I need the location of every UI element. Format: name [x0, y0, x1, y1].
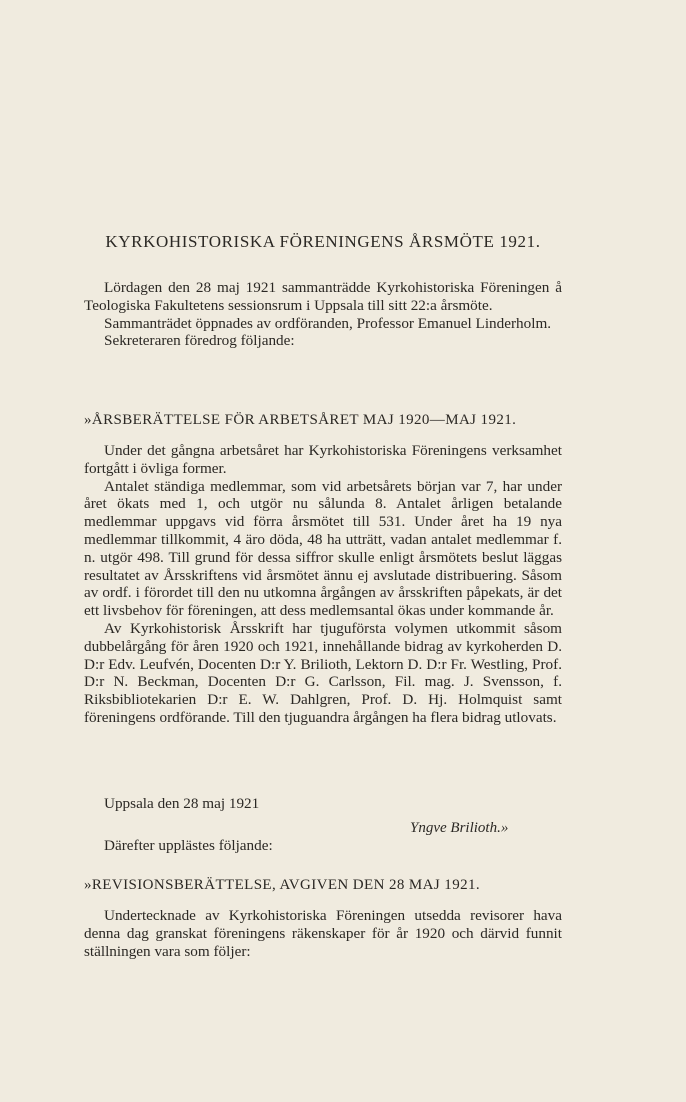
intro-paragraph-2: Sammanträdet öppnades av ordföranden, Professor Emanuel Linderholm.: [104, 314, 552, 332]
intro-section: [84, 279, 562, 350]
report-paragraph-3: Av Kyrkohistorisk Årsskrift har tjuguförsta volymen utkommit såsom dubbelårgång för åren 1920 och 1921, innehållande bidrag av kyrkoherden D. D:r Edv. Leufvén, Docenten D:r Y. Brilioth, Lektorn D. D:r Fr. Westling, Prof. D:r N. Beckman, Docenten D:r G. Carlsson, Fil. mag. J. Svensson, f. Riksbibliotekarien D:r E. W. Dahlgren, Prof. D. Hj. Holmquist samt föreningens ordförande. Till den tjuguandra årgången ha flera bidrag utlovats.: [84, 619, 562, 726]
audit-section: [84, 907, 562, 960]
report-paragraph-2: Antalet ständiga medlemmar, som vid arbetsårets början var 7, har under året ökats med 1, och utgör nu sålunda 8. Antalet årligen betalande medlemmar uppgavs vid förra årsmötet till 531. Under året ha 19 nya medlemmar tillkommit, 4 äro döda, 48 ha utträtt, vadan antalet medlemmar f. n. utgör 498. Till grund för dessa siffror skulle enligt årsmötets beslut läggas resultatet av Årsskriftens vid årsmötet ännu ej avslutade distribuering. Såsom av ordf. i förordet till den nu utkomna årgången av årsskriften påpekats, är det ett livsbehov för föreningen, att dess medlemsantal ökas under kommande år.: [84, 477, 562, 620]
report-heading: »ÅRSBERÄTTELSE FÖR ARBETSÅRET MAJ 1920—MAJ 1921.: [84, 412, 517, 428]
report-section: [84, 442, 562, 727]
audit-heading-wrap: [84, 877, 562, 894]
intro-paragraph-3: Sekreteraren föredrog följande:: [104, 332, 295, 350]
place-date: Uppsala den 28 maj 1921: [104, 795, 260, 812]
after-text: Därefter upplästes följande:: [104, 837, 273, 854]
report-paragraph-1: Under det gångna arbetsåret har Kyrkohistoriska Föreningens verksamhet fortgått i övliga former.: [84, 442, 562, 477]
report-heading-wrap: [84, 412, 562, 429]
signature: Yngve Brilioth.»: [410, 820, 509, 836]
intro-paragraph-1: Lördagen den 28 maj 1921 sammanträdde Kyrkohistoriska Föreningen å Teologiska Fakultetens sessionsrum i Uppsala till sitt 22:a årsmöte.: [84, 279, 562, 314]
after-wrap: [84, 837, 562, 855]
audit-heading: »REVISIONSBERÄTTELSE, AVGIVEN DEN 28 MAJ 1921.: [84, 877, 481, 893]
place-date-wrap: [84, 795, 562, 813]
audit-paragraph: Undertecknade av Kyrkohistoriska Föreningen utsedda revisorer hava denna dag granskat föreningens räkenskaper för år 1920 och därvid funnit ställningen vara som följer:: [84, 907, 562, 960]
page-title: KYRKOHISTORISKA FÖRENINGENS ÅRSMÖTE 1921.: [105, 232, 541, 251]
